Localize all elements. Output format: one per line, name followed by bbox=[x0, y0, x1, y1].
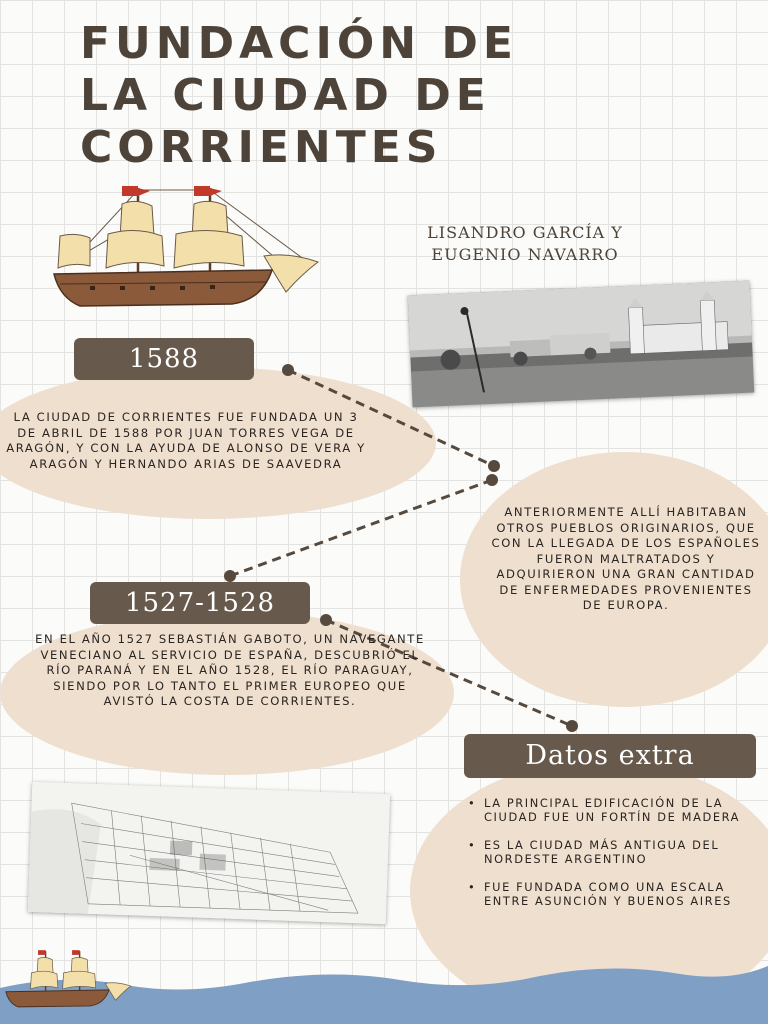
bullet-icon: • bbox=[468, 796, 477, 810]
label-datos-extra: Datos extra bbox=[464, 734, 756, 778]
authors-line-1: LISANDRO GARCÍA Y bbox=[427, 223, 623, 242]
list-item bbox=[466, 880, 746, 908]
title-line-1: FUNDACIÓN DE bbox=[80, 18, 518, 69]
label-1527-1528: 1527-1528 bbox=[90, 582, 310, 624]
title-line-3: CORRIENTES bbox=[80, 122, 443, 173]
authors-line-2: EUGENIO NAVARRO bbox=[431, 245, 619, 264]
text-1527-1528: EN EL AÑO 1527 SEBASTIÁN GABOTO, UN NAVEGANTE VENECIANO AL SERVICIO DE ESPAÑA, DESCUBRIÓ EL RÍO PARANÁ Y EN EL AÑO 1528, EL RÍO PARAGUAY, SIENDO POR LO TANTO EL PRIMER EUROPEO QUE AVISTÓ LA COSTA DE CORRIENTES. bbox=[35, 632, 425, 708]
list-item bbox=[466, 796, 746, 824]
bullet-icon: • bbox=[468, 880, 477, 894]
fact-text: FUE FUNDADA COMO UNA ESCALA ENTRE ASUNCIÓN Y BUENOS AIRES bbox=[484, 880, 732, 908]
text-1588: LA CIUDAD DE CORRIENTES FUE FUNDADA UN 3 DE ABRIL DE 1588 POR JUAN TORRES VEGA DE ARAGÓN, Y CON LA AYUDA DE ALONSO DE VERA Y ARAGÓN Y HERNANDO ARIAS DE SAAVEDRA bbox=[6, 410, 366, 471]
old-city-map bbox=[28, 782, 390, 924]
fact-text: LA PRINCIPAL EDIFICACIÓN DE LA CIUDAD FUE UN FORTÍN DE MADERA bbox=[484, 796, 741, 824]
title-line-2: LA CIUDAD DE bbox=[80, 70, 491, 121]
label-1588: 1588 bbox=[74, 338, 254, 380]
text-previously: ANTERIORMENTE ALLÍ HABITABAN OTROS PUEBLOS ORIGINARIOS, QUE CON LA LLEGADA DE LOS ESPAÑOLES FUERON MALTRATADOS Y ADQUIRIERON UNA GRAN CANTIDAD DE ENFERMEDADES PROVENIENTES DE EUROPA. bbox=[491, 505, 761, 612]
bullet-icon: • bbox=[468, 838, 477, 852]
list-item bbox=[466, 838, 746, 866]
small-ship-icon bbox=[4, 948, 134, 1010]
fact-text: ES LA CIUDAD MÁS ANTIGUA DEL NORDESTE ARGENTINO bbox=[484, 838, 720, 866]
extra-facts-list bbox=[466, 796, 746, 922]
